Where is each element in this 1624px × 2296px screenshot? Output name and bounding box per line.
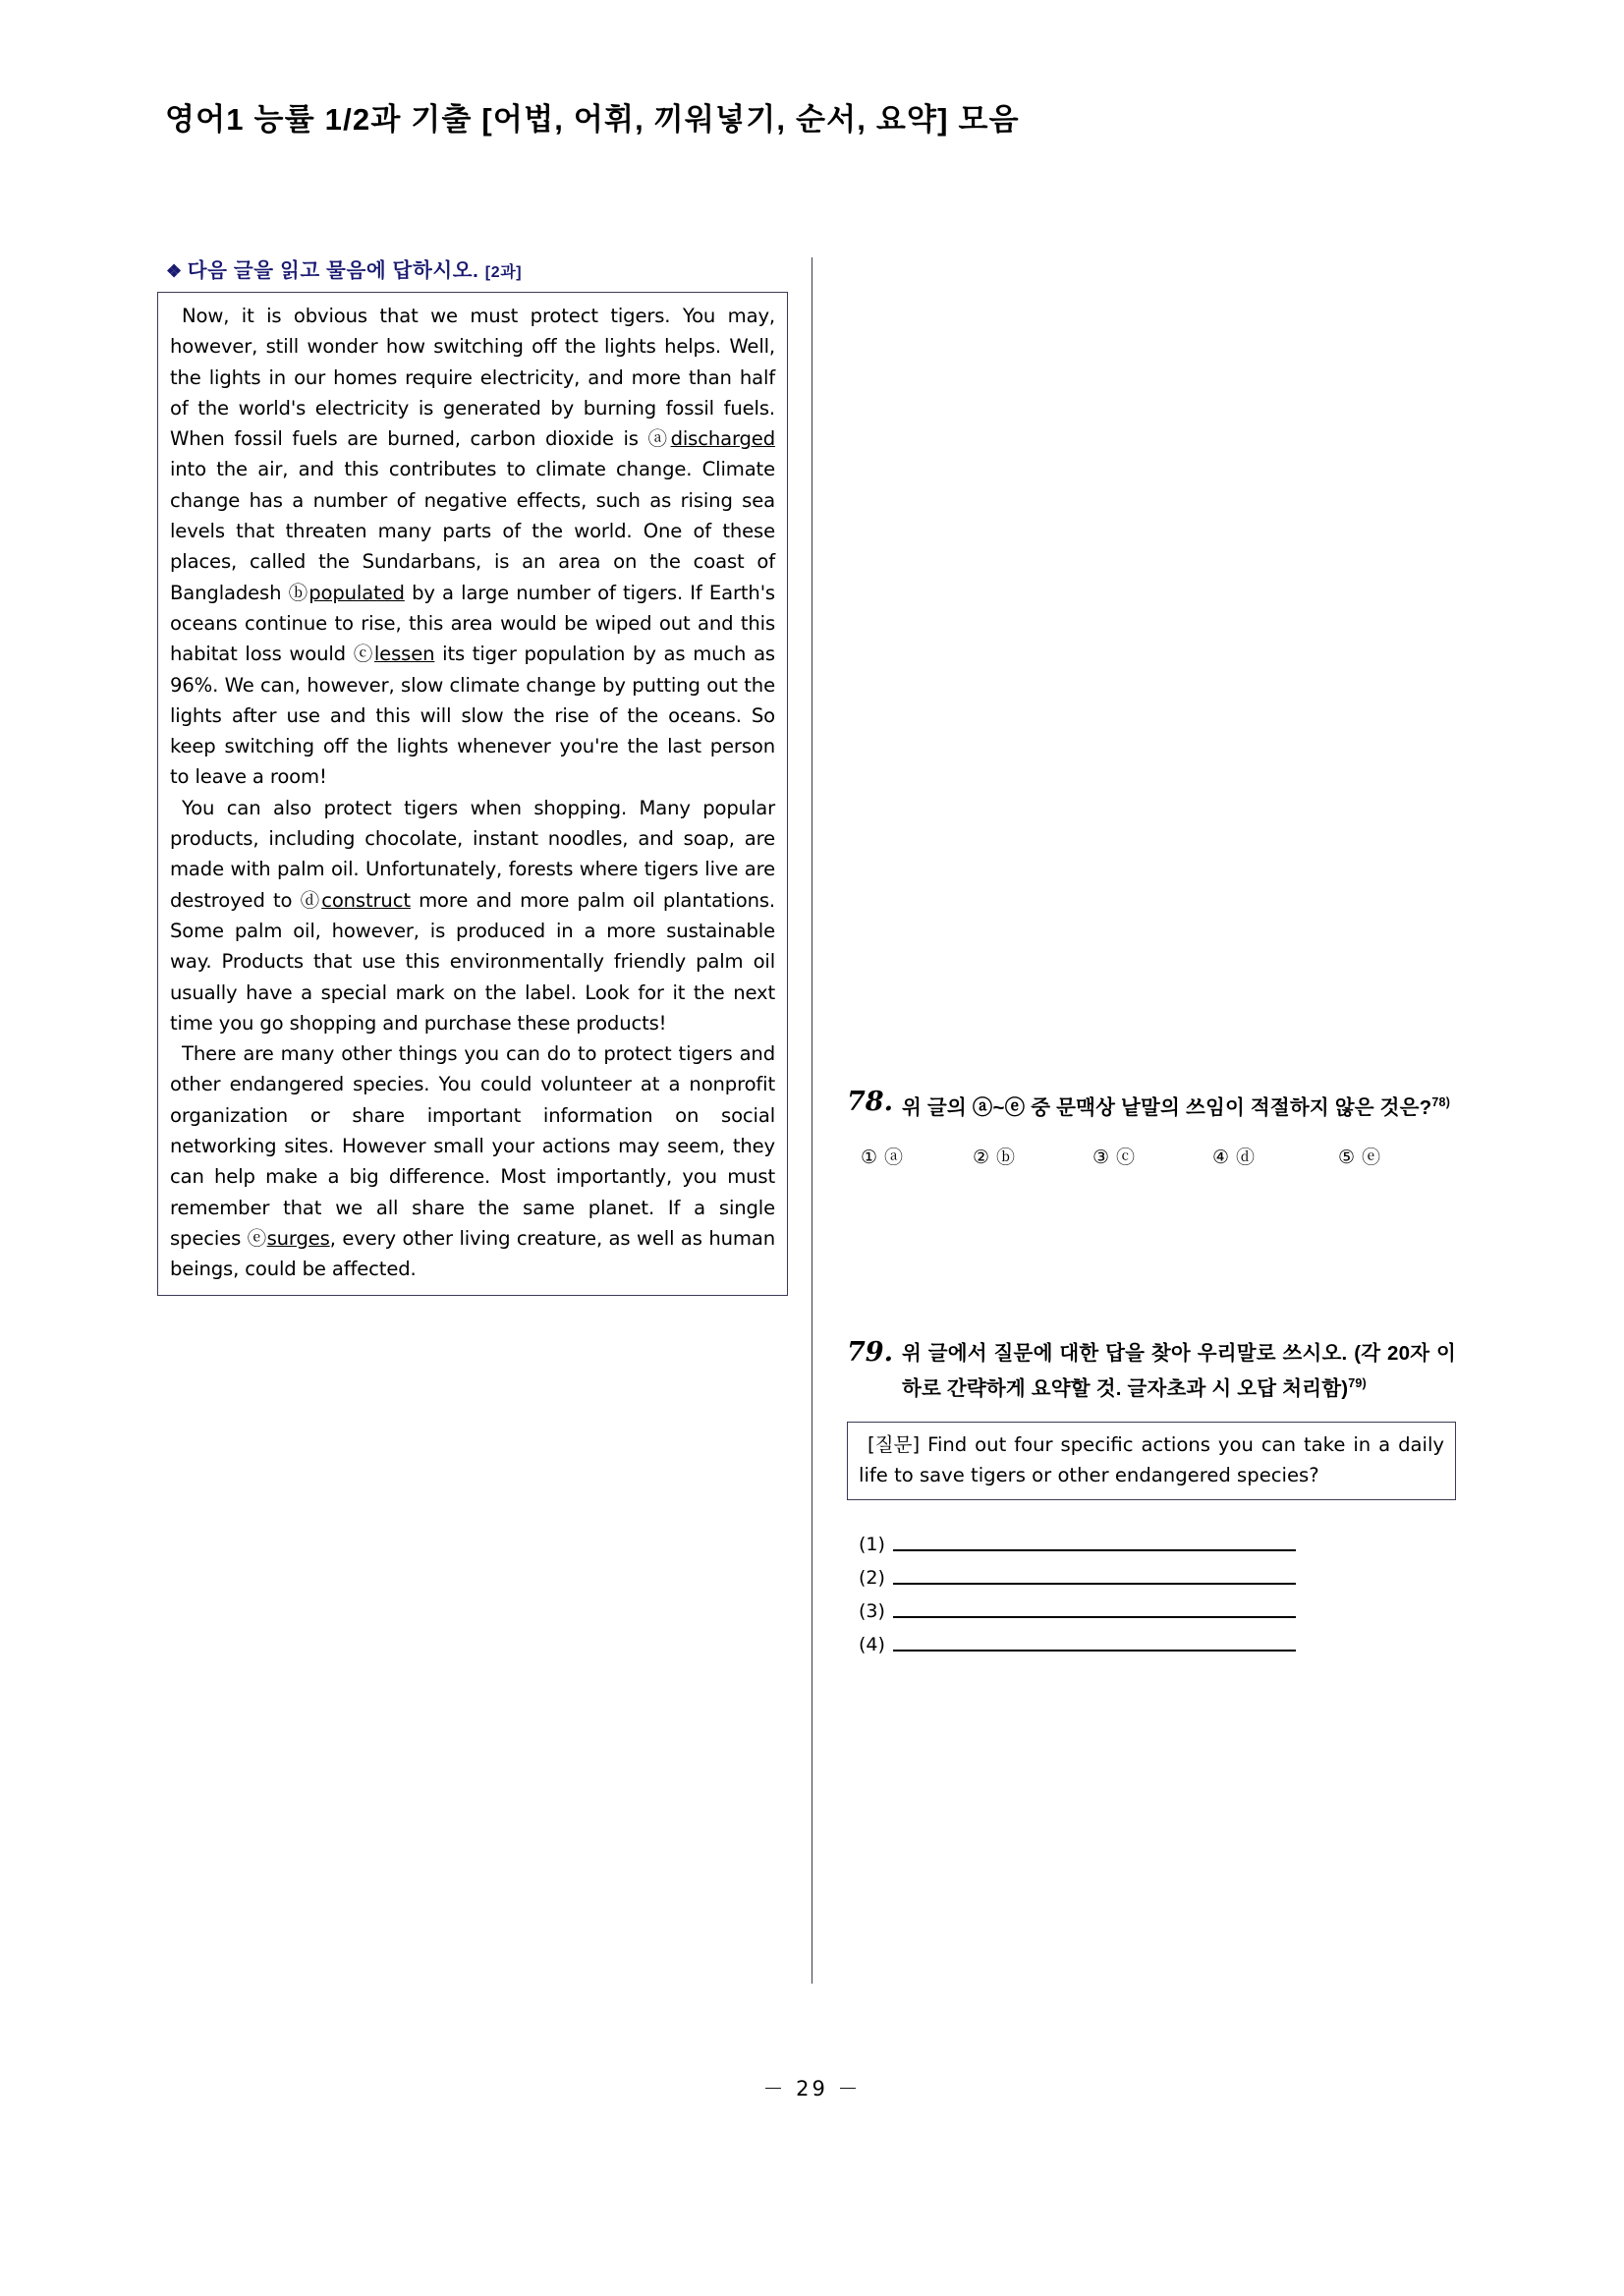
question-78-header	[847, 1088, 1456, 1123]
passage-text: its tiger population by as much as 96%. We can, however, slow climate change by putting out the lights after use and this will slow the rise of the oceans. So keep switching off the lights whenever you're the last person to leave a room!	[170, 643, 775, 789]
choice-marker: ②	[973, 1146, 990, 1168]
question-78-stem: 위 글의 ⓐ~ⓔ 중 문맥상 낱말의 쓰임이 적절하지 않은 것은?	[901, 1095, 1432, 1119]
passage-text: into the air, and this contributes to climate change. Climate change has a number of negative effects, such as rising sea levels that threaten many parts of the world. One of these places, called the Sundarbans, is an area on the coast of Bangladesh	[170, 458, 775, 604]
choice-marker: ③	[1092, 1146, 1110, 1168]
answer-line-rule[interactable]	[893, 1616, 1296, 1618]
choice-marker-a: ⓐ	[647, 427, 671, 451]
section-header	[166, 253, 788, 283]
choice-marker-d: ⓓ	[300, 888, 322, 912]
prompt-text: Find out four specific actions you can take in a daily life to save tigers or other endangered species?	[859, 1432, 1444, 1486]
section-header-instruction: 다음 글을 읽고 물음에 답하시오.	[187, 259, 479, 282]
passage-text: by a large number of tigers. If Earth's oceans continue to rise, this area would be wiped out and this habitat loss would	[170, 581, 775, 666]
choice-option-1[interactable]	[861, 1143, 973, 1169]
question-79-answer-lines	[847, 1534, 1456, 1655]
choice-label: ⓔ	[1362, 1146, 1381, 1168]
choice-option-4[interactable]	[1212, 1143, 1338, 1169]
choice-marker: ⑤	[1338, 1146, 1356, 1168]
passage-text: Now, it is obvious that we must protect tigers. You may, however, still wonder how switching off the lights helps. Well, the lights in our homes require electricity, and more than half of the world's electricity is generated by burning fossil fuels. When fossil fuels are burned, carbon dioxide is	[170, 305, 775, 451]
choice-option-3[interactable]	[1092, 1143, 1212, 1169]
passage-box	[157, 292, 788, 1296]
page-number: － 29 －	[762, 2077, 862, 2100]
choice-label: ⓓ	[1236, 1146, 1256, 1168]
choice-option-5[interactable]	[1338, 1143, 1380, 1169]
choice-label: ⓒ	[1116, 1146, 1136, 1168]
question-79-footnote: 79)	[1348, 1376, 1367, 1390]
answer-line-3[interactable]	[859, 1600, 1456, 1622]
question-78-text	[902, 1088, 1450, 1123]
passage-text: , every other living creature, as well as human beings, could be affected.	[170, 1226, 775, 1281]
question-79-prompt-box	[847, 1422, 1456, 1500]
answer-line-label: (2)	[859, 1566, 885, 1589]
underlined-word-b: populated	[308, 581, 405, 604]
passage-paragraph-2	[170, 793, 775, 1038]
answer-line-label: (3)	[859, 1599, 885, 1622]
answer-line-4[interactable]	[859, 1634, 1456, 1655]
underlined-word-d: construct	[321, 888, 411, 912]
choice-label: ⓐ	[884, 1146, 904, 1168]
answer-line-label: (4)	[859, 1633, 885, 1655]
question-79-stem: 위 글에서 질문에 대한 답을 찾아 우리말로 쓰시오. (각 20자 이하로 간략하게 요약할 것. 글자초과 시 오답 처리함)	[901, 1342, 1456, 1400]
answer-line-rule[interactable]	[893, 1650, 1296, 1652]
choice-marker-e: ⓔ	[247, 1226, 267, 1250]
answer-line-rule[interactable]	[893, 1583, 1296, 1585]
question-79	[847, 1338, 1456, 1667]
passage-text: You can also protect tigers when shopping. Many popular products, including chocolate, instant noodles, and soap, are made with palm oil. Unfortunately, forests where tigers live are destroyed to	[170, 796, 775, 912]
passage-text: There are many other things you can do to protect tigers and other endangered species. You could volunteer at a nonprofit organization or share important information on social networking sites. However small your actions may seem, they can help make a big difference. Most importantly, you must remember that we all share the same planet. If a single species	[170, 1042, 775, 1250]
underlined-word-c: lessen	[373, 643, 435, 666]
question-79-number: 79.	[847, 1337, 893, 1368]
question-78-number: 78.	[847, 1087, 893, 1117]
choice-option-2[interactable]	[973, 1143, 1092, 1169]
underlined-word-e: surges	[266, 1226, 330, 1250]
passage-text: more and more palm oil plantations. Some palm oil, however, is produced in a more sustainable way. Products that use this environmentally friendly palm oil usually have a special mark on the label. Look for it the next time you go shopping and purchase these products!	[170, 888, 775, 1035]
question-78	[847, 1088, 1456, 1169]
passage-paragraph-3	[170, 1038, 775, 1284]
answer-line-rule[interactable]	[893, 1549, 1296, 1551]
prompt-label: [질문]	[868, 1432, 921, 1456]
lesson-tag: [2과]	[484, 264, 523, 281]
question-78-choices	[847, 1143, 1456, 1169]
passage-paragraph-1	[170, 301, 775, 793]
choice-marker-c: ⓒ	[353, 643, 374, 666]
answer-line-2[interactable]	[859, 1567, 1456, 1589]
page-title: 영어1 능률 1/2과 기출 [어법, 어휘, 끼워넣기, 순서, 요약] 모음	[165, 102, 1020, 137]
choice-marker-b: ⓑ	[288, 581, 309, 604]
question-79-text	[902, 1338, 1456, 1404]
question-79-prompt	[859, 1429, 1444, 1490]
underlined-word-a: discharged	[670, 427, 775, 451]
diamond-bullet-icon: ❖	[166, 261, 183, 281]
answer-line-1[interactable]	[859, 1534, 1456, 1555]
choice-label: ⓑ	[996, 1146, 1016, 1168]
left-column	[157, 253, 788, 1296]
choice-marker: ④	[1212, 1146, 1230, 1168]
question-78-footnote: 78)	[1431, 1095, 1451, 1109]
answer-line-label: (1)	[859, 1533, 885, 1555]
choice-marker: ①	[861, 1146, 878, 1168]
question-79-header	[847, 1338, 1456, 1404]
